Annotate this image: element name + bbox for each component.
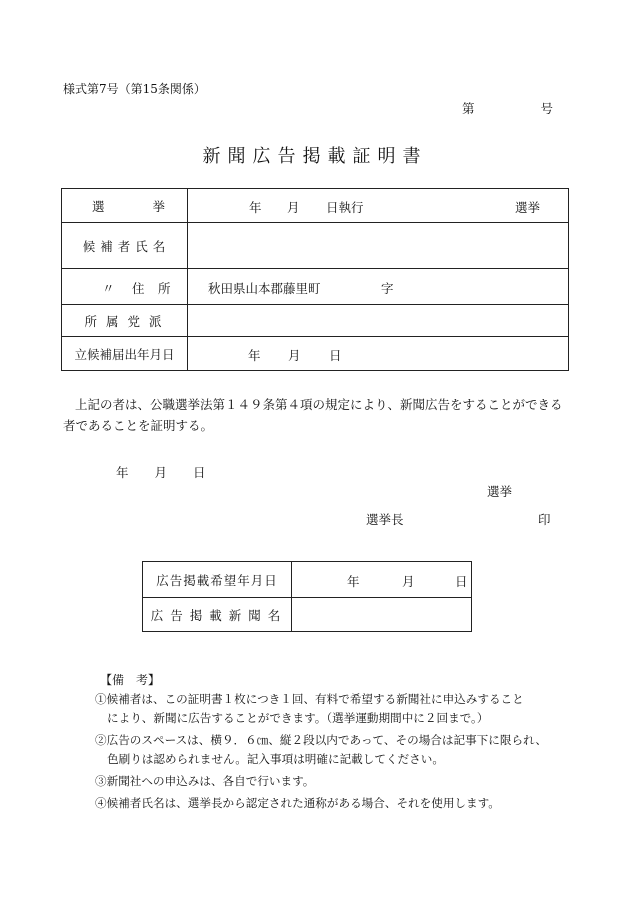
document-number-line — [462, 99, 553, 117]
address-aza: 字 — [381, 280, 394, 296]
address-ditto-mark: 〃 — [102, 280, 115, 296]
ad-info-table — [142, 561, 472, 632]
election-label-a: 選 — [92, 198, 105, 214]
remark-item — [95, 690, 524, 728]
election-year: 年 — [249, 199, 262, 215]
desired-date-label-cell — [143, 562, 292, 598]
filing-date-label-cell — [62, 337, 188, 371]
certification-statement: 上記の者は、公職選挙法第１４９条第４項の規定により、新聞広告をすることができる者であることを証明する。 — [63, 397, 563, 433]
address-value-cell[interactable] — [188, 269, 569, 305]
filing-year: 年 — [248, 347, 261, 363]
table-row-filing-date — [62, 337, 569, 371]
remark-line: により、新聞に広告することができます。（選挙運動期間中に２回まで。） — [107, 711, 489, 725]
newspaper-value-cell[interactable] — [292, 598, 472, 632]
filing-day: 日 — [329, 347, 342, 363]
election-label-b: 挙 — [152, 198, 165, 214]
candidate-info-table — [61, 188, 569, 371]
candidate-name-value-cell[interactable] — [188, 223, 569, 269]
chairman-label: 選挙長 — [366, 512, 404, 527]
remark-item — [95, 772, 314, 791]
desired-year: 年 — [347, 573, 360, 589]
table-row-desired-date — [143, 562, 472, 598]
party-value-cell[interactable] — [188, 305, 569, 337]
remark-item — [95, 731, 547, 769]
address-value: 秋田県山本郡藤里町 — [208, 280, 321, 296]
desired-date-label: 広告掲載希望年月日 — [156, 572, 278, 588]
party-label-cell — [62, 305, 188, 337]
number-prefix: 第 — [462, 101, 475, 116]
desired-month: 月 — [402, 573, 415, 589]
remark-line: ①候補者は、この証明書１枚につき１回、有料で希望する新聞社に申込みすること — [95, 692, 524, 706]
election-month: 月 — [287, 199, 300, 215]
candidate-name-label: 候補者氏名 — [82, 238, 171, 254]
form-number-label: 様式第7号（第15条関係） — [63, 82, 206, 96]
number-suffix: 号 — [540, 101, 554, 116]
table-row-party — [62, 305, 569, 337]
issue-day: 日 — [193, 465, 206, 480]
remark-line: ②広告のスペースは、横９．６㎝、縦２段以内であって、その場合は記事下に限られ、 — [95, 733, 547, 747]
remarks-heading: 【備 考】 — [100, 673, 161, 687]
seal-mark: 印 — [538, 512, 551, 527]
issue-year: 年 — [116, 465, 129, 480]
desired-date-value-cell[interactable] — [292, 562, 472, 598]
candidate-name-label-cell — [62, 223, 188, 269]
election-day-executed: 日執行 — [326, 199, 364, 215]
newspaper-label: 広告掲載新聞名 — [150, 607, 288, 623]
issue-month: 月 — [154, 465, 168, 480]
filing-date-label: 立候補届出年月日 — [74, 346, 175, 362]
table-row-address — [62, 269, 569, 305]
remark-line: ④候補者氏名は、選挙長から認定された通称がある場合、それを使用します。 — [95, 796, 500, 810]
address-label-cell — [62, 269, 188, 305]
election-value-cell[interactable] — [188, 189, 569, 223]
address-label-b: 住 — [132, 280, 145, 296]
party-label: 所属党派 — [84, 313, 171, 329]
table-row-election — [62, 189, 569, 223]
filing-month: 月 — [288, 347, 301, 363]
table-row-candidate-name — [62, 223, 569, 269]
remark-item — [95, 794, 500, 813]
filing-date-value-cell[interactable] — [188, 337, 569, 371]
desired-day: 日 — [455, 573, 468, 589]
newspaper-label-cell — [143, 598, 292, 632]
election-suffix: 選挙 — [515, 199, 541, 215]
remark-line: 色刷りは認められません。記入事項は明確に記載してください。 — [107, 752, 444, 766]
address-label-c: 所 — [158, 280, 171, 296]
election-name-label: 選挙 — [487, 484, 513, 499]
issue-date-line — [116, 463, 206, 481]
page-title: 新聞広告掲載証明書 — [202, 146, 428, 167]
election-label-cell — [62, 189, 188, 223]
remark-line: ③新聞社への申込みは、各自で行います。 — [95, 774, 315, 788]
table-row-newspaper — [143, 598, 472, 632]
